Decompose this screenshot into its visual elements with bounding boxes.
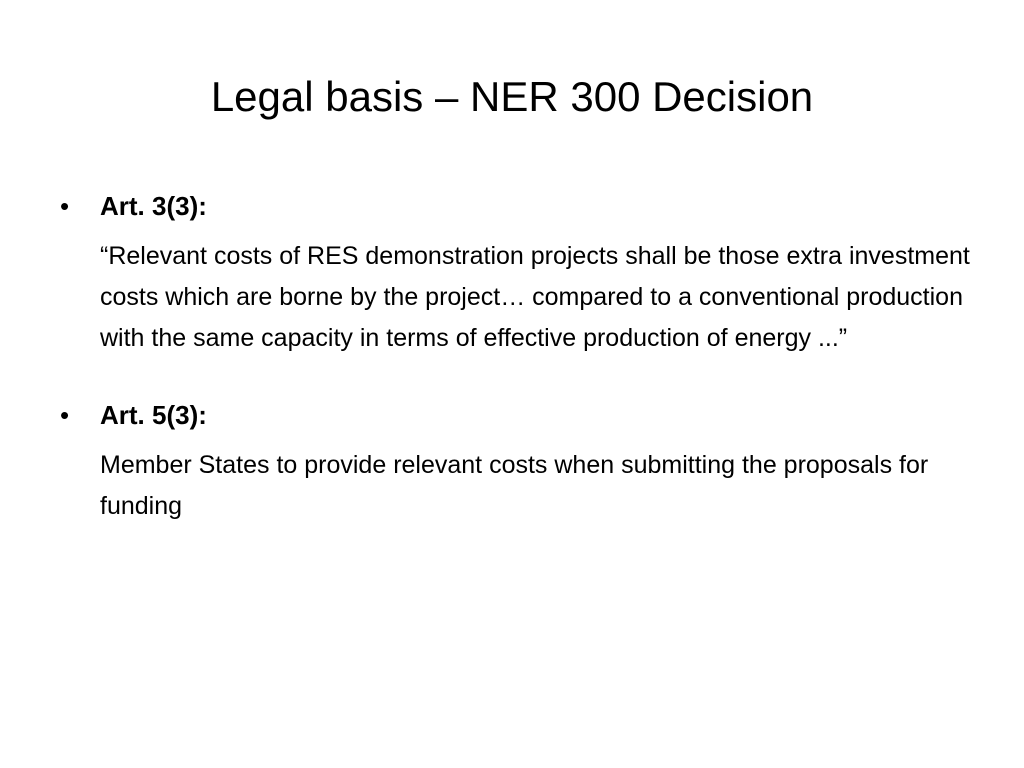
slide-title: Legal basis – NER 300 Decision [210, 73, 814, 120]
bullet-heading: Art. 3(3): [100, 191, 207, 221]
bullet-text: Member States to provide relevant costs when submitting the proposals for funding [100, 451, 929, 520]
bullet-marker: • [60, 191, 70, 221]
bullet-marker: • [60, 400, 70, 430]
bullet-item-art-3-3 [60, 188, 980, 359]
bullet-text: “Relevant costs of RES demonstration projects shall be those extra investment costs which are borne by the project… compared to a conventional production with the same capacity in terms of effective production of energy ...” [100, 242, 970, 352]
bullet-item-art-5-3 [60, 397, 980, 527]
slide-content [60, 188, 980, 527]
bullet-heading: Art. 5(3): [100, 400, 207, 430]
